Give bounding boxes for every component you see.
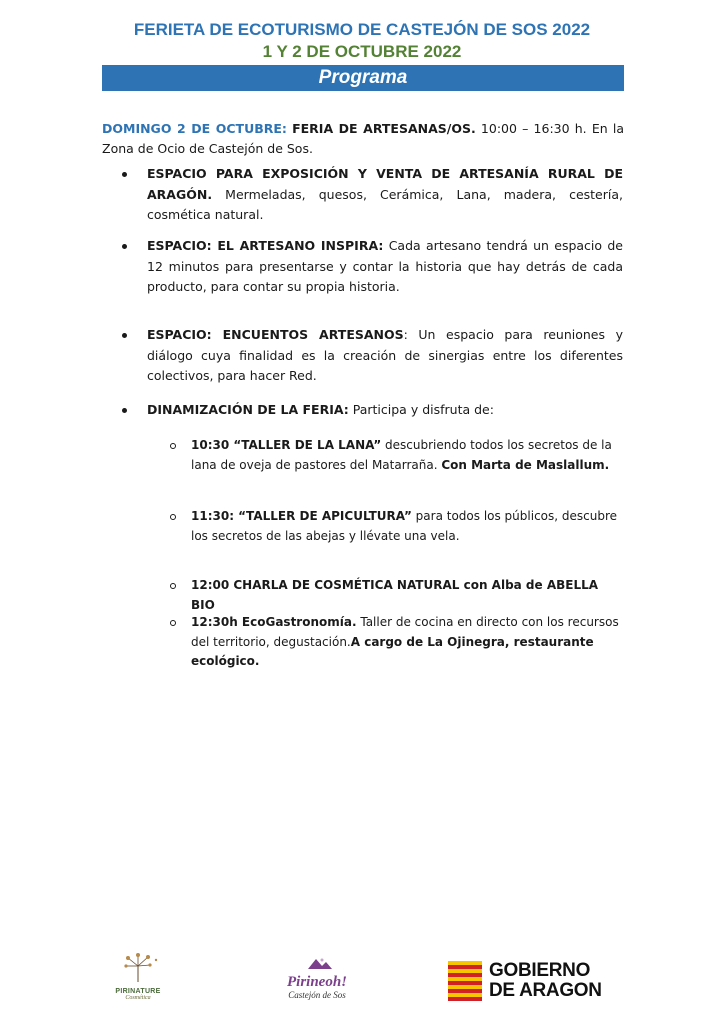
- activity-heading: 10:30 “TALLER DE LA LANA”: [191, 438, 382, 452]
- activity-text: descubriendo todos los secretos de la lana de oveja de pastores del Matarraña.: [191, 438, 612, 472]
- pirinature-logo: [112, 952, 164, 1000]
- item-heading: DINAMIZACIÓN DE LA FERIA:: [147, 402, 349, 417]
- activity-heading: 12:00 CHARLA DE COSMÉTICA NATURAL con Alba de ABELLA BIO: [191, 578, 599, 612]
- logo-name: Pirineoh!: [286, 974, 347, 990]
- activity-heading: 12:30h EcoGastronomía.: [191, 615, 357, 629]
- list-item: [147, 400, 623, 421]
- item-heading: ESPACIO: EL ARTESANO INSPIRA:: [147, 238, 384, 253]
- sub-list-item: [191, 613, 623, 672]
- bullet-icon: [122, 172, 127, 177]
- bullet-icon: [122, 333, 127, 338]
- mountain-icon: [278, 956, 356, 970]
- document-date: 1 Y 2 DE OCTUBRE 2022: [262, 42, 462, 61]
- sub-list-item: [191, 576, 623, 615]
- logo-name: PIRINATURE: [115, 988, 161, 995]
- bullet-icon: [122, 408, 127, 413]
- circle-bullet-icon: [170, 620, 176, 626]
- list-item: [147, 164, 623, 226]
- pirineoh-logo: [278, 955, 356, 1005]
- circle-bullet-icon: [170, 514, 176, 520]
- item-heading: ESPACIO PARA EXPOSICIÓN Y VENTA DE ARTESANÍA RURAL DE ARAGÓN.: [147, 166, 623, 202]
- activity-text: Taller de cocina en directo con los recursos del territorio, degustación.: [191, 615, 619, 649]
- activity-host: A cargo de La Ojinegra, restaurante ecológico.: [191, 634, 594, 668]
- item-text: Participa y disfruta de:: [348, 402, 494, 417]
- activity-heading: 11:30: “TALLER DE APICULTURA”: [191, 509, 412, 523]
- item-text: Mermeladas, quesos, Cerámica, Lana, madera, cestería, cosmética natural.: [147, 186, 623, 222]
- circle-bullet-icon: [170, 443, 176, 449]
- aragon-flag-icon: [448, 961, 482, 1001]
- list-item: [147, 325, 623, 387]
- list-item: [147, 236, 623, 298]
- circle-bullet-icon: [170, 583, 176, 589]
- item-text: : Un espacio para reuniones y diálogo cuya finalidad es la creación de sinergias entre los diferentes colectivos, para hacer Red.: [147, 327, 623, 383]
- activity-host: Con Marta de Maslallum.: [441, 457, 610, 472]
- document-title: FERIETA DE ECOTURISMO DE CASTEJÓN DE SOS 2022: [133, 20, 591, 39]
- logo-line1: GOBIERNO: [489, 960, 591, 981]
- fair-name: FERIA DE ARTESANAS/OS.: [292, 121, 476, 136]
- item-heading: ESPACIO: ENCUENTOS ARTESANOS: [147, 327, 404, 342]
- sub-list-item: [191, 436, 623, 475]
- intro-paragraph: [102, 119, 624, 159]
- logo-tagline: Castejón de Sos: [288, 990, 346, 1000]
- bullet-icon: [122, 244, 127, 249]
- gobierno-aragon-logo: [448, 960, 626, 1004]
- day-label: DOMINGO 2 DE OCTUBRE:: [102, 121, 287, 136]
- program-banner: Programa: [102, 65, 624, 91]
- intro-text: 10:00 – 16:30 h. En la Zona de Ocio de Castejón de Sos.: [102, 121, 624, 156]
- logo-line2: DE ARAGON: [489, 980, 602, 1001]
- activity-text: para todos los públicos, descubre los secretos de las abejas y llévate una vela.: [191, 509, 618, 543]
- dandelion-icon: [112, 952, 164, 984]
- logo-tagline: Cosmética: [125, 995, 151, 1001]
- item-text: Cada artesano tendrá un espacio de 12 minutos para presentarse y contar la historia que hay detrás de cada producto, para contar su propia historia.: [147, 238, 624, 294]
- sub-list-item: [191, 507, 623, 546]
